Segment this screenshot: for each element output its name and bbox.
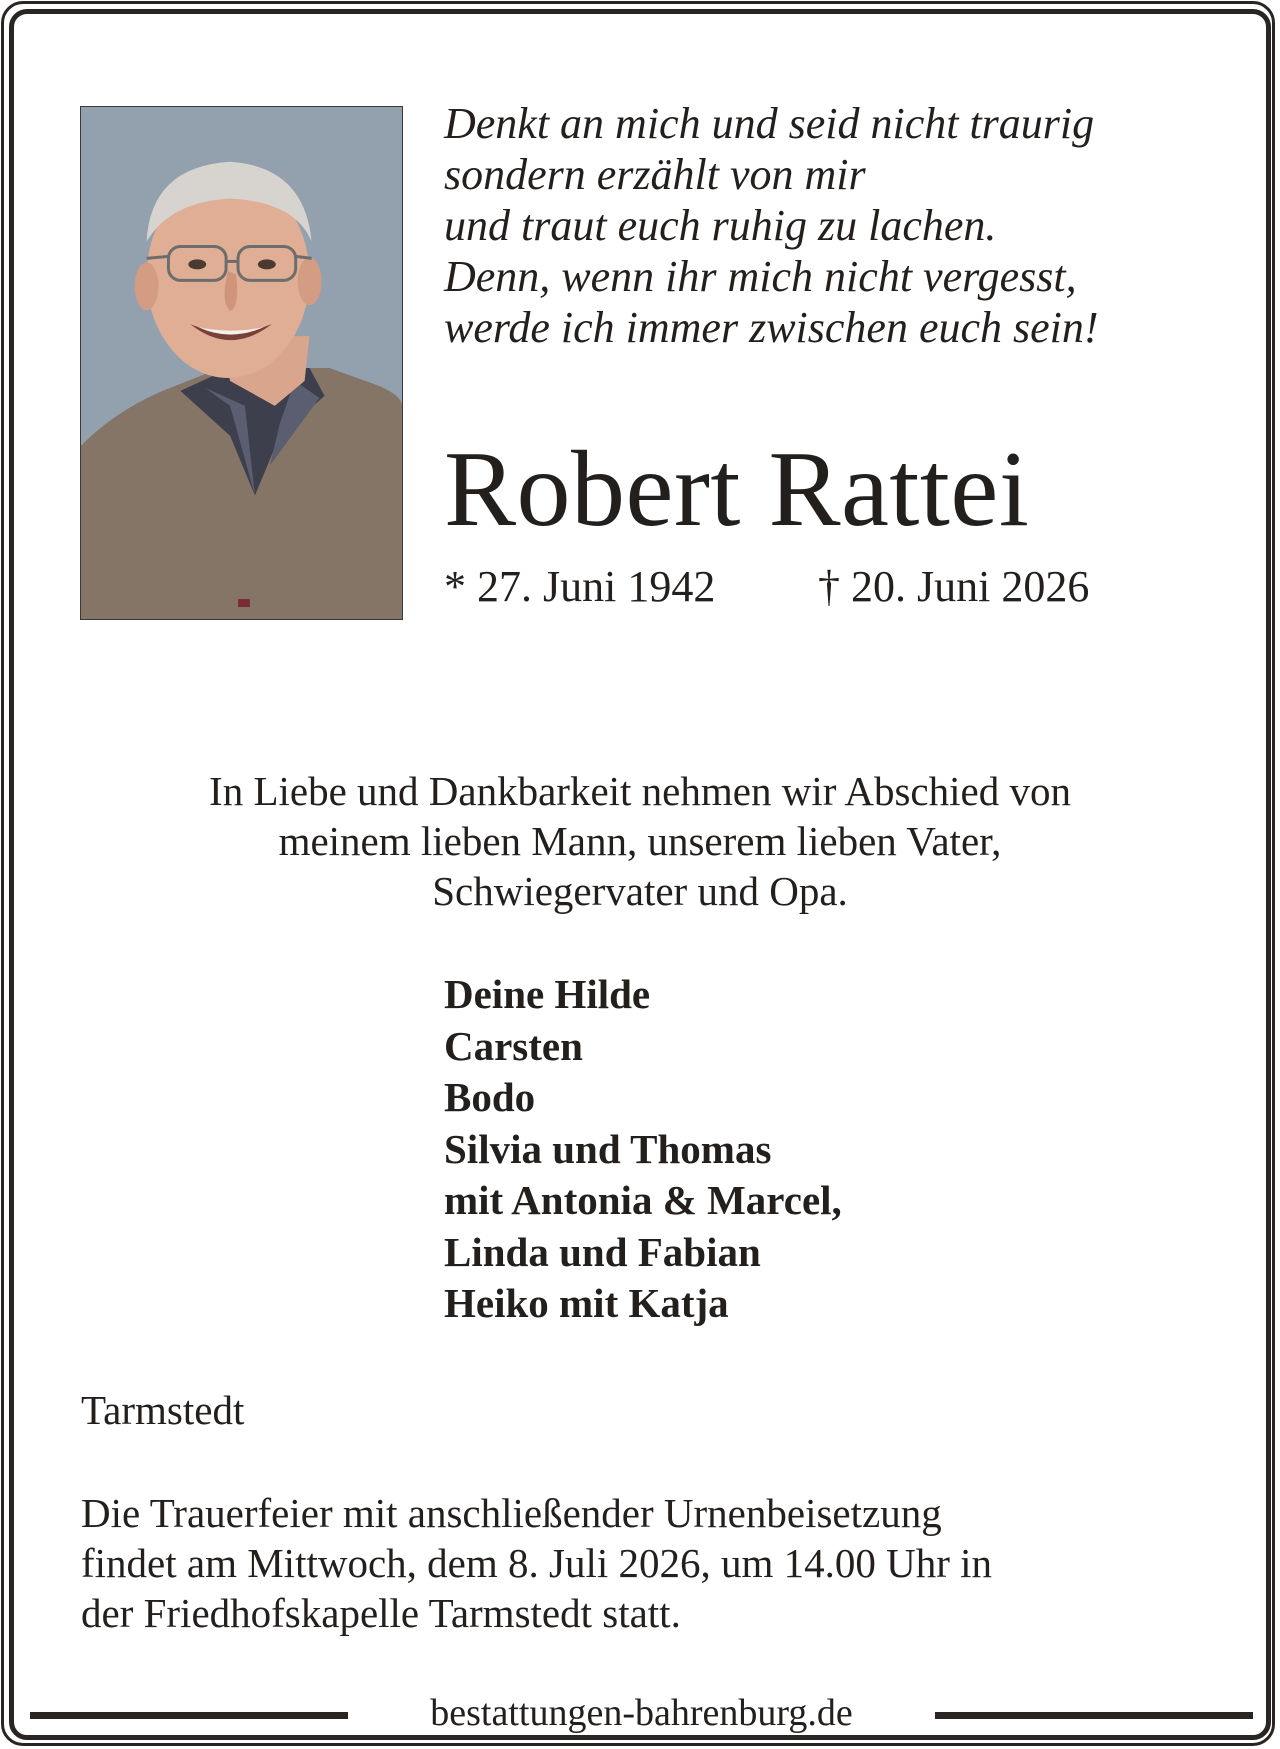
poem [444, 98, 1224, 353]
tribute-line: Schwiegervater und Opa. [432, 868, 848, 914]
family-member: Carsten [444, 1022, 583, 1069]
ceremony-line: Die Trauerfeier mit anschließender Urnenbeisetzung [81, 1490, 942, 1536]
footer-url: bestattungen-bahrenburg.de [430, 1692, 853, 1734]
tribute-text [40, 766, 1240, 916]
ceremony-line: der Friedhofskapelle Tarmstedt statt. [81, 1590, 681, 1636]
birth-date: * 27. Juni 1942 [444, 562, 716, 611]
family-member: Heiko mit Katja [444, 1280, 729, 1326]
ceremony-info [81, 1488, 1241, 1638]
poem-line: Denn, wenn ihr mich nicht vergesst, [444, 252, 1077, 301]
poem-line: sondern erzählt von mir [444, 150, 866, 199]
family-member: Silvia und Thomas [444, 1125, 772, 1172]
ceremony-line: findet am Mittwoch, dem 8. Juli 2026, um 14.00 Uhr in [81, 1540, 993, 1586]
tribute-line: In Liebe und Dankbarkeit nehmen wir Abschied von [209, 768, 1071, 814]
place-name: Tarmstedt [81, 1387, 245, 1433]
family-list [444, 969, 842, 1330]
footer-rule-right [935, 1712, 1253, 1719]
family-member: mit Antonia & Marcel, [444, 1177, 842, 1223]
deceased-name: Robert Rattei [444, 430, 1030, 549]
death-date: † 20. Juni 2026 [818, 562, 1090, 611]
poem-line: Denkt an mich und seid nicht traurig [444, 99, 1095, 148]
family-member: Deine Hilde [444, 971, 651, 1017]
family-member: Linda und Fabian [444, 1228, 761, 1275]
portrait-illustration [81, 107, 402, 619]
poem-line: und traut euch ruhig zu lachen. [444, 201, 997, 250]
poem-line: werde ich immer zwischen euch sein! [444, 303, 1099, 352]
footer-rule-left [30, 1712, 348, 1719]
family-member: Bodo [444, 1074, 536, 1120]
portrait-photo [80, 106, 403, 620]
tribute-line: meinem lieben Mann, unserem lieben Vater, [278, 818, 1002, 864]
